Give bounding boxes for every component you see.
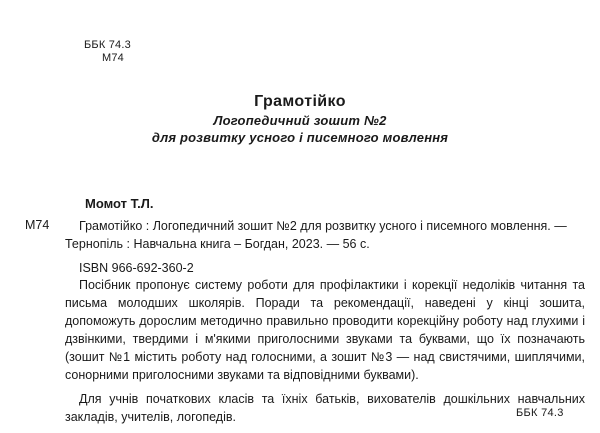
bbk-index: ББК 74.3 — [84, 39, 131, 51]
annotation-paragraph-2: Для учнів початкових класів та їхніх батьків, вихователів дошкільних навчальних закладів, учителів, логопедів. — [65, 392, 585, 424]
bbk-classification-top — [84, 39, 131, 65]
author-name: Момот Т.Л. — [85, 196, 154, 211]
annotation-paragraph-1: Посібник пропонує систему роботи для профілактики і корекції недоліків читання та письма молодших школярів. Поради та рекомендації, наведені у кінці зошита, допоможуть дорослим методично правильно проводити корекційну роботу над глухими і дзвінкими, твердими і м'якими приголосними звуками та буквами, що їх позначають (зошит №1 містить роботу над голосними, а зошит №3 — над свистячими, шиплячими, сонорними приголосними звуками та відповідними буквами). — [65, 278, 585, 382]
book-subtitle-line2: для розвитку усного і писемного мовлення — [151, 130, 449, 145]
title-block — [0, 92, 600, 146]
author-sign-top: М74 — [102, 52, 124, 64]
book-title: Грамотійко — [254, 93, 346, 110]
isbn: ISBN 966-692-360-2 — [79, 261, 194, 275]
bbk-classification-bottom: ББК 74.3 — [516, 407, 564, 419]
author-sign: М74 — [25, 218, 50, 232]
book-subtitle-line1: Логопедичний зошит №2 — [213, 113, 387, 128]
annotation — [65, 276, 585, 426]
bibliographic-description: Грамотійко : Логопедичний зошит №2 для розвитку усного і писемного мовлення. — Тернопіль : Навчальна книга – Богдан, 2023. — 56 с. — [65, 219, 567, 251]
